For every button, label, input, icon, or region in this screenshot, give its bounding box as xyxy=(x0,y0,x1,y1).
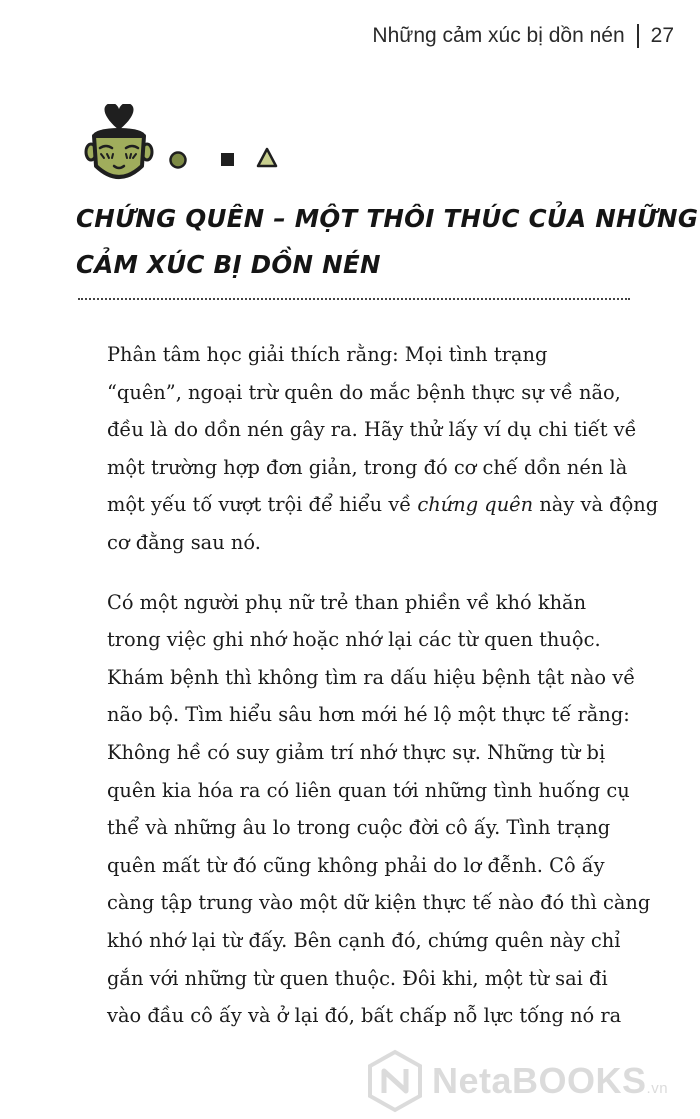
running-head-separator xyxy=(637,24,639,48)
text-line: Khám bệnh thì không tìm ra dấu hiệu bệnh tật nào về xyxy=(107,665,636,689)
text-line: cơ đằng sau nó. xyxy=(107,530,261,554)
text-run: này và động xyxy=(533,493,659,517)
heart-head-icon xyxy=(86,104,152,177)
square-icon xyxy=(221,153,234,166)
chapter-title-line-2: CẢM XÚC BỊ DỒN NÉN xyxy=(76,250,381,279)
watermark-brand: NetaBOOKS xyxy=(432,1060,647,1101)
paragraph-2 xyxy=(74,584,651,1035)
text-line: “quên”, ngoại trừ quên do mắc bệnh thực sự về não, xyxy=(107,380,621,404)
text-line: một trường hợp đơn giản, trong đó cơ chế dồn nén là xyxy=(107,455,628,479)
body-text xyxy=(74,336,659,1057)
text-line: khó nhớ lại từ đấy. Bên cạnh đó, chứng quên này chỉ xyxy=(107,928,621,952)
text-run: một yếu tố vượt trội để hiểu về xyxy=(107,493,418,517)
netabooks-logo-icon xyxy=(366,1049,424,1113)
dotted-divider xyxy=(78,298,630,300)
text-line: quên mất từ đó cũng không phải do lơ đễnh. Cô ấy xyxy=(107,853,605,877)
chapter-title-line-1: CHỨNG QUÊN – MỘT THÔI THÚC CỦA NHỮNG xyxy=(76,204,699,233)
text-line: đều là do dồn nén gây ra. Hãy thử lấy ví dụ chi tiết về xyxy=(107,418,637,442)
text-line: thể và những âu lo trong cuộc đời cô ấy. Tình trạng xyxy=(107,816,611,840)
watermark xyxy=(366,1046,696,1116)
text-line: vào đầu cô ấy và ở lại đó, bất chấp nỗ lực tống nó ra xyxy=(107,1004,622,1028)
page-number: 27 xyxy=(650,24,674,47)
text-line: Không hề có suy giảm trí nhớ thực sự. Những từ bị xyxy=(107,740,606,764)
watermark-suffix: .vn xyxy=(646,1080,669,1097)
emphasis-term: chứng quên xyxy=(417,493,534,517)
running-head-title: Những cảm xúc bị dồn nén xyxy=(372,24,625,47)
text-line: trong việc ghi nhớ hoặc nhớ lại các từ quen thuộc. xyxy=(107,628,601,652)
circle-icon xyxy=(171,153,186,168)
text-line: não bộ. Tìm hiểu sâu hơn mới hé lộ một thực tế rằng: xyxy=(107,703,630,727)
text-line: quên kia hóa ra có liên quan tới những tình huống cụ xyxy=(107,778,630,802)
text-line: càng tập trung vào một dữ kiện thực tế nào đó thì càng xyxy=(107,891,651,915)
text-line: gắn với những từ quen thuộc. Đôi khi, một từ sai đi xyxy=(107,966,608,990)
chapter-title xyxy=(76,196,699,288)
paragraph-1 xyxy=(74,336,659,562)
running-head xyxy=(372,24,674,48)
chapter-emblem xyxy=(84,104,314,188)
text-line: Có một người phụ nữ trẻ than phiền về khó khăn xyxy=(107,590,587,614)
text-line: Phân tâm học giải thích rằng: Mọi tình trạng xyxy=(107,343,548,366)
text-line xyxy=(74,486,659,524)
triangle-icon xyxy=(258,149,276,166)
watermark-text xyxy=(432,1060,668,1102)
